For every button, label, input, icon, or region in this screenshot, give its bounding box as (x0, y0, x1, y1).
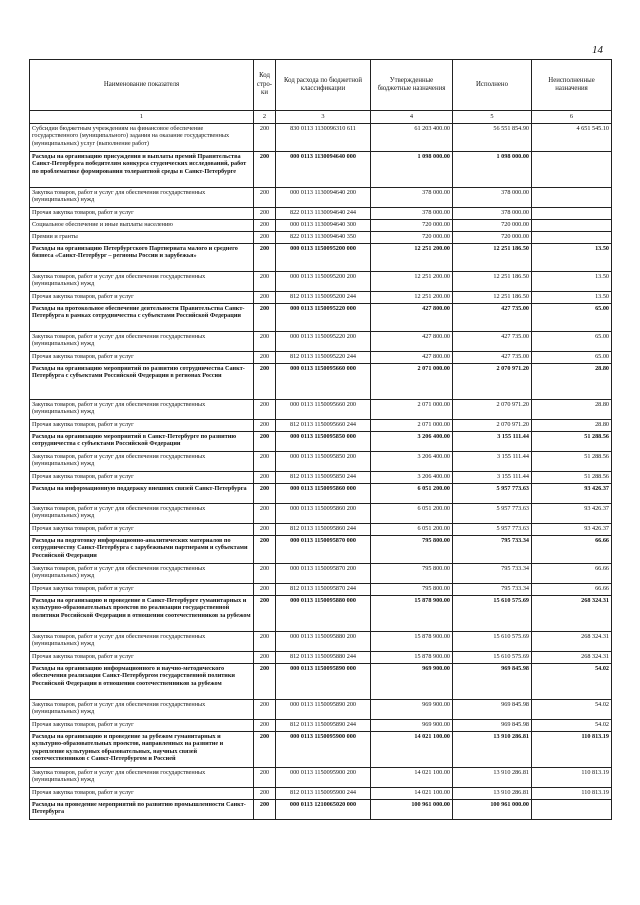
row-budget-code: 000 0113 1150095880 000 (276, 596, 371, 632)
row-line-code: 200 (254, 452, 276, 472)
row-unexecuted-amount: 54.02 (532, 664, 612, 700)
row-indicator-name: Закупка товаров, работ и услуг для обеспечения государственных (муниципальных) нужд (30, 632, 254, 652)
row-line-code: 200 (254, 524, 276, 536)
row-indicator-name: Расходы на организацию мероприятий по развитию сотрудничества Санкт-Петербурга с субъектами Российской Федерации в регионах России (30, 364, 254, 400)
column-number: 5 (453, 111, 532, 124)
table-row (30, 652, 612, 664)
row-line-code: 200 (254, 800, 276, 820)
row-approved-amount: 969 900.00 (371, 664, 453, 700)
row-approved-amount: 378 000.00 (371, 188, 453, 208)
row-budget-code: 822 0113 1130094640 244 (276, 208, 371, 220)
row-approved-amount: 427 800.00 (371, 352, 453, 364)
table-row (30, 732, 612, 768)
row-indicator-name: Прочая закупка товаров, работ и услуг (30, 352, 254, 364)
table-row (30, 800, 612, 820)
table-header-row (30, 60, 612, 111)
row-executed-amount: 378 000.00 (453, 208, 532, 220)
table-row (30, 664, 612, 700)
row-unexecuted-amount: 110 813.19 (532, 732, 612, 768)
row-approved-amount: 2 071 000.00 (371, 420, 453, 432)
row-executed-amount: 5 957 773.63 (453, 484, 532, 504)
row-approved-amount: 15 878 900.00 (371, 596, 453, 632)
row-executed-amount: 13 910 286.81 (453, 732, 532, 768)
row-budget-code: 812 0113 1150095660 244 (276, 420, 371, 432)
row-approved-amount: 6 051 200.00 (371, 524, 453, 536)
row-executed-amount: 2 070 971.20 (453, 400, 532, 420)
row-approved-amount: 12 251 200.00 (371, 244, 453, 272)
row-executed-amount: 56 551 854.90 (453, 124, 532, 152)
row-line-code: 200 (254, 244, 276, 272)
row-unexecuted-amount: 54.02 (532, 700, 612, 720)
row-budget-code: 000 0113 1150095880 200 (276, 632, 371, 652)
row-line-code: 200 (254, 304, 276, 332)
row-budget-code: 812 0113 1150095880 244 (276, 652, 371, 664)
row-budget-code: 000 0113 1150095200 000 (276, 244, 371, 272)
row-line-code: 200 (254, 700, 276, 720)
row-line-code: 200 (254, 732, 276, 768)
table-row (30, 432, 612, 452)
row-budget-code: 000 0113 1130094640 300 (276, 220, 371, 232)
row-indicator-name: Закупка товаров, работ и услуг для обеспечения государственных (муниципальных) нужд (30, 564, 254, 584)
row-executed-amount: 13 910 286.81 (453, 768, 532, 788)
row-budget-code: 812 0113 1150095860 244 (276, 524, 371, 536)
row-indicator-name: Закупка товаров, работ и услуг для обеспечения государственных (муниципальных) нужд (30, 700, 254, 720)
row-approved-amount: 427 800.00 (371, 332, 453, 352)
row-budget-code: 822 0113 1130094640 350 (276, 232, 371, 244)
row-line-code: 200 (254, 220, 276, 232)
row-budget-code: 000 0113 1210065020 000 (276, 800, 371, 820)
row-executed-amount: 2 070 971.20 (453, 364, 532, 400)
row-line-code: 200 (254, 768, 276, 788)
column-number: 2 (254, 111, 276, 124)
row-unexecuted-amount: 4 651 545.10 (532, 124, 612, 152)
row-budget-code: 812 0113 1150095870 244 (276, 584, 371, 596)
row-indicator-name: Расходы на организацию и проведение в Санкт-Петербурге гуманитарных и культурно-образовательных проектов по реализации государственной политики Российской Федерации в отношении соотечественников за рубежом (30, 596, 254, 632)
row-budget-code: 000 0113 1150095890 200 (276, 700, 371, 720)
header-indicator-name: Наименование показателя (30, 60, 254, 111)
row-executed-amount: 427 735.00 (453, 332, 532, 352)
row-budget-code: 000 0113 1150095900 200 (276, 768, 371, 788)
row-unexecuted-amount: 66.66 (532, 536, 612, 564)
row-executed-amount: 795 733.34 (453, 564, 532, 584)
row-unexecuted-amount: 51 288.56 (532, 432, 612, 452)
header-unexecuted: Неисполненные назначения (532, 60, 612, 111)
column-number-row (30, 111, 612, 124)
row-line-code: 200 (254, 208, 276, 220)
table-row (30, 536, 612, 564)
row-unexecuted-amount: 66.66 (532, 564, 612, 584)
table-row (30, 584, 612, 596)
row-executed-amount: 427 735.00 (453, 352, 532, 364)
row-indicator-name: Расходы на организацию мероприятий в Санкт-Петербурге по развитию сотрудничества с субъектами Российской Федерации (30, 432, 254, 452)
row-executed-amount: 969 845.98 (453, 700, 532, 720)
row-indicator-name: Расходы на организацию присуждения и выплаты премий Правительства Санкт-Петербурга победителям конкурса студенческих исследований, работ по проблематике формирования толерантной среды в Санкт-Петербурге (30, 152, 254, 188)
row-budget-code: 812 0113 1150095900 244 (276, 788, 371, 800)
table-row (30, 596, 612, 632)
row-line-code: 200 (254, 124, 276, 152)
row-budget-code: 000 0113 1150095870 000 (276, 536, 371, 564)
row-budget-code: 000 0113 1150095860 000 (276, 484, 371, 504)
row-line-code: 200 (254, 432, 276, 452)
row-unexecuted-amount (532, 220, 612, 232)
row-line-code: 200 (254, 720, 276, 732)
row-indicator-name: Прочая закупка товаров, работ и услуг (30, 524, 254, 536)
row-indicator-name: Расходы на организацию Петербургского Партнериата малого и среднего бизнеса «Санкт-Петербург – регионы России и зарубежья» (30, 244, 254, 272)
row-unexecuted-amount: 65.00 (532, 304, 612, 332)
table-row (30, 152, 612, 188)
row-unexecuted-amount: 28.80 (532, 400, 612, 420)
row-indicator-name: Расходы на подготовку информационно-аналитических материалов по сотрудничеству Санкт-Петербурга с зарубежными партнерами и субъектами Российской Федерации (30, 536, 254, 564)
header-budget-code: Код расхода по бюджетной классификации (276, 60, 371, 111)
row-budget-code: 000 0113 1150095220 200 (276, 332, 371, 352)
row-line-code: 200 (254, 364, 276, 400)
row-indicator-name: Закупка товаров, работ и услуг для обеспечения государственных (муниципальных) нужд (30, 452, 254, 472)
row-unexecuted-amount: 28.80 (532, 364, 612, 400)
row-indicator-name: Расходы на проведение мероприятий по развитию промышленности Санкт-Петербурга (30, 800, 254, 820)
table-row (30, 700, 612, 720)
row-line-code: 200 (254, 788, 276, 800)
row-indicator-name: Премии и гранты (30, 232, 254, 244)
row-indicator-name: Прочая закупка товаров, работ и услуг (30, 584, 254, 596)
row-indicator-name: Прочая закупка товаров, работ и услуг (30, 720, 254, 732)
row-unexecuted-amount: 110 813.19 (532, 788, 612, 800)
row-executed-amount: 3 155 111.44 (453, 472, 532, 484)
row-unexecuted-amount (532, 152, 612, 188)
row-line-code: 200 (254, 188, 276, 208)
row-budget-code: 000 0113 1150095200 200 (276, 272, 371, 292)
row-unexecuted-amount (532, 232, 612, 244)
row-approved-amount: 969 900.00 (371, 720, 453, 732)
row-executed-amount: 3 155 111.44 (453, 452, 532, 472)
column-number: 1 (30, 111, 254, 124)
row-approved-amount: 6 051 200.00 (371, 484, 453, 504)
row-approved-amount: 100 961 000.00 (371, 800, 453, 820)
row-indicator-name: Социальное обеспечение и иные выплаты населению (30, 220, 254, 232)
row-indicator-name: Прочая закупка товаров, работ и услуг (30, 472, 254, 484)
row-unexecuted-amount: 54.02 (532, 720, 612, 732)
row-line-code: 200 (254, 152, 276, 188)
row-approved-amount: 969 900.00 (371, 700, 453, 720)
row-indicator-name: Прочая закупка товаров, работ и услуг (30, 208, 254, 220)
table-row (30, 304, 612, 332)
row-unexecuted-amount: 13.50 (532, 272, 612, 292)
row-approved-amount: 14 021 100.00 (371, 768, 453, 788)
table-row (30, 504, 612, 524)
row-line-code: 200 (254, 632, 276, 652)
row-unexecuted-amount: 268 324.31 (532, 652, 612, 664)
row-unexecuted-amount: 93 426.37 (532, 524, 612, 536)
table-row (30, 352, 612, 364)
row-budget-code: 000 0113 1150095860 200 (276, 504, 371, 524)
row-executed-amount: 13 910 286.81 (453, 788, 532, 800)
table-row (30, 420, 612, 432)
table-row (30, 564, 612, 584)
row-approved-amount: 14 021 100.00 (371, 788, 453, 800)
row-executed-amount: 378 000.00 (453, 188, 532, 208)
table-row (30, 472, 612, 484)
row-budget-code: 000 0113 1150095890 000 (276, 664, 371, 700)
row-budget-code: 812 0113 1150095200 244 (276, 292, 371, 304)
row-line-code: 200 (254, 664, 276, 700)
row-approved-amount: 427 800.00 (371, 304, 453, 332)
row-budget-code: 000 0113 1130094640 200 (276, 188, 371, 208)
table-row (30, 400, 612, 420)
table-row (30, 720, 612, 732)
row-line-code: 200 (254, 596, 276, 632)
row-executed-amount: 427 735.00 (453, 304, 532, 332)
row-line-code: 200 (254, 472, 276, 484)
row-unexecuted-amount: 93 426.37 (532, 484, 612, 504)
row-executed-amount: 12 251 186.50 (453, 272, 532, 292)
row-approved-amount: 15 878 900.00 (371, 632, 453, 652)
row-unexecuted-amount: 93 426.37 (532, 504, 612, 524)
row-executed-amount: 100 961 000.00 (453, 800, 532, 820)
row-approved-amount: 1 098 000.00 (371, 152, 453, 188)
row-line-code: 200 (254, 232, 276, 244)
header-executed: Исполнено (453, 60, 532, 111)
row-executed-amount: 720 000.00 (453, 220, 532, 232)
table-body (30, 124, 612, 820)
table-row (30, 524, 612, 536)
row-indicator-name: Расходы на протокольное обеспечение деятельности Правительства Санкт-Петербурга в рамках сотрудничества с субъектами Российской Федерации (30, 304, 254, 332)
row-unexecuted-amount: 268 324.31 (532, 596, 612, 632)
header-approved: Утвержденные бюджетные назначения (371, 60, 453, 111)
table-row (30, 220, 612, 232)
row-line-code: 200 (254, 652, 276, 664)
row-executed-amount: 969 845.98 (453, 720, 532, 732)
table-row (30, 484, 612, 504)
row-budget-code: 000 0113 1150095850 000 (276, 432, 371, 452)
row-budget-code: 000 0113 1150095900 000 (276, 732, 371, 768)
row-unexecuted-amount: 13.50 (532, 244, 612, 272)
row-indicator-name: Прочая закупка товаров, работ и услуг (30, 652, 254, 664)
row-approved-amount: 795 800.00 (371, 564, 453, 584)
budget-execution-table (29, 59, 612, 820)
row-unexecuted-amount: 65.00 (532, 352, 612, 364)
table-row (30, 452, 612, 472)
row-approved-amount: 6 051 200.00 (371, 504, 453, 524)
table-row (30, 188, 612, 208)
row-line-code: 200 (254, 536, 276, 564)
row-indicator-name: Закупка товаров, работ и услуг для обеспечения государственных (муниципальных) нужд (30, 400, 254, 420)
row-budget-code: 000 0113 1150095850 200 (276, 452, 371, 472)
row-budget-code: 830 0113 1130096310 611 (276, 124, 371, 152)
row-line-code: 200 (254, 584, 276, 596)
row-approved-amount: 15 878 900.00 (371, 652, 453, 664)
row-executed-amount: 3 155 111.44 (453, 432, 532, 452)
row-unexecuted-amount: 110 813.19 (532, 768, 612, 788)
row-line-code: 200 (254, 352, 276, 364)
row-executed-amount: 12 251 186.50 (453, 244, 532, 272)
row-unexecuted-amount (532, 188, 612, 208)
row-unexecuted-amount (532, 208, 612, 220)
row-executed-amount: 795 733.34 (453, 584, 532, 596)
row-line-code: 200 (254, 292, 276, 304)
table-row (30, 272, 612, 292)
row-executed-amount: 5 957 773.63 (453, 524, 532, 536)
row-approved-amount: 3 206 400.00 (371, 472, 453, 484)
row-approved-amount: 2 071 000.00 (371, 400, 453, 420)
row-unexecuted-amount: 65.00 (532, 332, 612, 352)
column-number: 3 (276, 111, 371, 124)
table-row (30, 208, 612, 220)
row-approved-amount: 61 203 400.00 (371, 124, 453, 152)
row-executed-amount: 15 610 575.69 (453, 652, 532, 664)
row-approved-amount: 14 021 100.00 (371, 732, 453, 768)
row-approved-amount: 795 800.00 (371, 536, 453, 564)
row-approved-amount: 12 251 200.00 (371, 272, 453, 292)
header-line-code: Код стро-ки (254, 60, 276, 111)
row-executed-amount: 1 098 000.00 (453, 152, 532, 188)
row-approved-amount: 720 000.00 (371, 220, 453, 232)
row-indicator-name: Закупка товаров, работ и услуг для обеспечения государственных (муниципальных) нужд (30, 768, 254, 788)
row-line-code: 200 (254, 420, 276, 432)
row-approved-amount: 3 206 400.00 (371, 452, 453, 472)
table-row (30, 244, 612, 272)
row-budget-code: 000 0113 1150095870 200 (276, 564, 371, 584)
row-budget-code: 000 0113 1130094640 000 (276, 152, 371, 188)
table-row (30, 124, 612, 152)
row-budget-code: 000 0113 1150095660 000 (276, 364, 371, 400)
page-number: 14 (592, 44, 603, 56)
row-unexecuted-amount: 51 288.56 (532, 472, 612, 484)
row-budget-code: 812 0113 1150095850 244 (276, 472, 371, 484)
row-budget-code: 000 0113 1150095660 200 (276, 400, 371, 420)
row-line-code: 200 (254, 504, 276, 524)
column-number: 4 (371, 111, 453, 124)
row-budget-code: 000 0113 1150095220 000 (276, 304, 371, 332)
row-line-code: 200 (254, 400, 276, 420)
row-approved-amount: 2 071 000.00 (371, 364, 453, 400)
row-executed-amount: 15 610 575.69 (453, 596, 532, 632)
row-executed-amount: 969 845.98 (453, 664, 532, 700)
table-row (30, 632, 612, 652)
row-line-code: 200 (254, 484, 276, 504)
row-budget-code: 812 0113 1150095890 244 (276, 720, 371, 732)
row-line-code: 200 (254, 564, 276, 584)
row-indicator-name: Расходы на организацию и проведение за рубежом гуманитарных и культурно-образовательных проектов, направленных на развитие и укрепление культурных образовательных, научных связей соотечественников с Санкт-Петербургом и Россией (30, 732, 254, 768)
row-indicator-name: Закупка товаров, работ и услуг для обеспечения государственных (муниципальных) нужд (30, 272, 254, 292)
table-row (30, 768, 612, 788)
row-indicator-name: Расходы на организацию информационного и научно-методического обеспечения реализации Санкт-Петербургом государственной политики Российской Федерации в отношении соотечественников за рубежом (30, 664, 254, 700)
table-row (30, 364, 612, 400)
table-row (30, 332, 612, 352)
row-approved-amount: 378 000.00 (371, 208, 453, 220)
row-approved-amount: 12 251 200.00 (371, 292, 453, 304)
row-executed-amount: 12 251 186.50 (453, 292, 532, 304)
column-number: 6 (532, 111, 612, 124)
row-indicator-name: Прочая закупка товаров, работ и услуг (30, 788, 254, 800)
row-indicator-name: Закупка товаров, работ и услуг для обеспечения государственных (муниципальных) нужд (30, 332, 254, 352)
table-row (30, 292, 612, 304)
row-executed-amount: 720 000.00 (453, 232, 532, 244)
row-unexecuted-amount (532, 800, 612, 820)
row-indicator-name: Прочая закупка товаров, работ и услуг (30, 420, 254, 432)
row-line-code: 200 (254, 272, 276, 292)
row-executed-amount: 5 957 773.63 (453, 504, 532, 524)
row-line-code: 200 (254, 332, 276, 352)
row-unexecuted-amount: 66.66 (532, 584, 612, 596)
row-approved-amount: 795 800.00 (371, 584, 453, 596)
row-executed-amount: 2 070 971.20 (453, 420, 532, 432)
row-indicator-name: Закупка товаров, работ и услуг для обеспечения государственных (муниципальных) нужд (30, 504, 254, 524)
row-executed-amount: 15 610 575.69 (453, 632, 532, 652)
table-row (30, 788, 612, 800)
row-unexecuted-amount: 268 324.31 (532, 632, 612, 652)
row-unexecuted-amount: 51 288.56 (532, 452, 612, 472)
row-budget-code: 812 0113 1150095220 244 (276, 352, 371, 364)
row-unexecuted-amount: 28.80 (532, 420, 612, 432)
row-approved-amount: 720 000.00 (371, 232, 453, 244)
row-indicator-name: Субсидии бюджетным учреждениям на финансовое обеспечение государственного (муниципального) задания на оказание государственных (муниципальных) услуг (выполнение работ) (30, 124, 254, 152)
row-indicator-name: Прочая закупка товаров, работ и услуг (30, 292, 254, 304)
row-approved-amount: 3 206 400.00 (371, 432, 453, 452)
table-row (30, 232, 612, 244)
row-indicator-name: Расходы на информационную поддержку внешних связей Санкт-Петербурга (30, 484, 254, 504)
row-executed-amount: 795 733.34 (453, 536, 532, 564)
row-unexecuted-amount: 13.50 (532, 292, 612, 304)
row-indicator-name: Закупка товаров, работ и услуг для обеспечения государственных (муниципальных) нужд (30, 188, 254, 208)
